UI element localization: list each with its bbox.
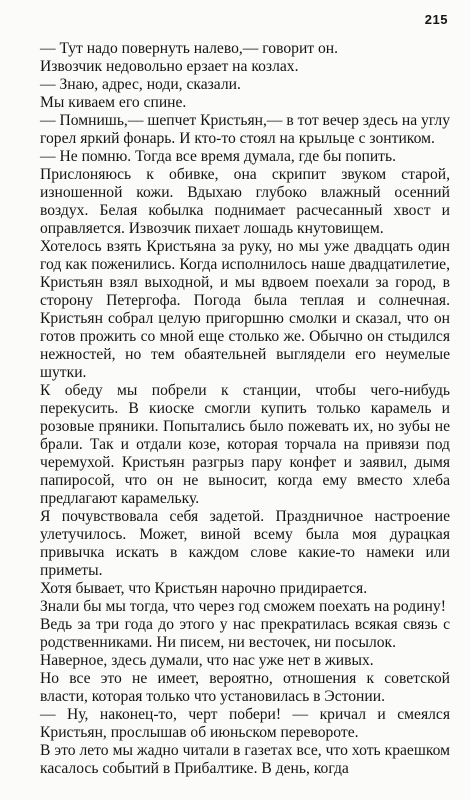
paragraph: Прислоняюсь к обивке, она скрипит звуком старой, изношенной кожи. Вдыхаю глубоко влажный осенний воздух. Белая кобылка поднимает расчесанный хвост и оправляется. Извозчик пихает лошадь кнутовищем.: [40, 166, 450, 237]
paragraph: — Не помню. Тогда все время думала, где бы попить.: [40, 148, 397, 165]
paragraph: Я почувствовала себя задетой. Праздничное настроение улетучилось. Может, виной всему была моя дурацкая привычка искать в каждом слове какие-то намеки или приметы.: [40, 508, 450, 579]
paragraph: Хотя бывает, что Кристьян нарочно придирается.: [40, 580, 368, 597]
paragraph: К обеду мы побрели к станции, чтобы чего-нибудь перекусить. В киоске смогли купить только карамель и розовые пряники. Попытались было пожевать их, но зубы не брали. Так и отдали козе, которая торчала на привязи под черемухой. Кристьян разгрыз пару конфет и заявил, дымя папиросой, что он не выносит, когда ему вместо хлеба предлагают карамельку.: [40, 382, 450, 507]
paragraph: Ведь за три года до этого у нас прекратилась всякая связь с родственниками. Ни писем, ни весточек, ни посылок.: [40, 616, 450, 651]
text-body: [40, 40, 450, 778]
paragraph: Наверное, здесь думали, что нас уже нет в живых.: [40, 652, 374, 669]
paragraph: — Помнишь,— шепчет Кристьян,— в тот вечер здесь на углу горел яркий фонарь. И кто-то стоял на крыльце с зонтиком.: [40, 112, 451, 147]
paragraph: — Тут надо повернуть налево,— говорит он.: [40, 40, 339, 57]
paragraph: Хотелось взять Кристьяна за руку, но мы уже двадцать один год как поженились. Когда исполнилось наше двадцатилетие, Кристьян взял выходной, и мы вдвоем поехали за город, в сторону Петергофа. Погода была теплая и солнечная. Кристьян собрал целую пригоршню смолки и сказал, что он готов прожить со мной еще столько же. Обычно он стыдился нежностей, но тем обаятельней выглядели его неумелые шутки.: [40, 238, 450, 381]
paragraph: Извозчик недовольно ерзает на козлах.: [40, 58, 299, 75]
paragraph: Знали бы мы тогда, что через год сможем поехать на родину!: [40, 598, 446, 615]
paragraph: Мы киваем его спине.: [40, 94, 187, 111]
paragraph: — Знаю, адрес, ноди, сказали.: [40, 76, 241, 93]
page-number: 215: [424, 12, 448, 27]
paragraph: В это лето мы жадно читали в газетах все, что хоть краешком касалось событий в Прибалтике. В день, когда: [40, 742, 450, 777]
paragraph: Но все это не имеет, вероятно, отношения к советской власти, которая только что установилась в Эстонии.: [40, 670, 450, 705]
paragraph: — Ну, наконец-то, черт побери! — кричал и смеялся Кристьян, прослышав об июньском перевороте.: [40, 706, 450, 741]
